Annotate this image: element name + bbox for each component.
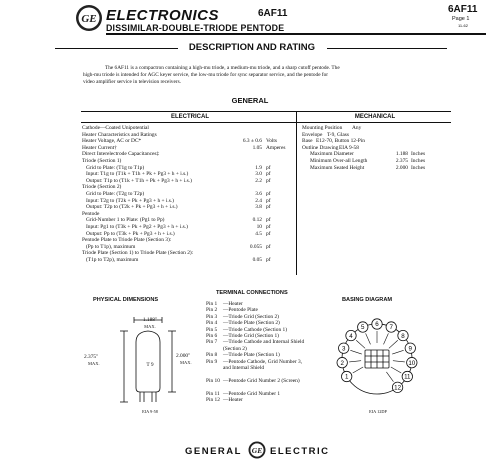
electrical-row-unit: Amperes (266, 144, 286, 151)
basing-pin-lead (391, 367, 401, 373)
terminal-pin-number: Pin 10 (206, 377, 220, 384)
electrical-row-value: 4.5 (255, 230, 262, 237)
terminal-pin-description: —Triode Plate (Section 2) (223, 320, 280, 327)
terminal-pin-description: —Pentode Cathode, Grid Number 3, and Internal Shield (223, 358, 303, 371)
electrical-row-label: Direct Interelectrode Capacitances‡ (82, 151, 160, 158)
electrical-row-label: Grid-Number 1 to Plate: (Pg1 to Pp) (86, 217, 165, 224)
electrical-row-value: 3.8 (255, 204, 262, 211)
electrical-row-label: Output: T1p to (T1k + T1h + Pk + Pg3 + h + i.s.) (86, 177, 192, 184)
section-rule-right (327, 48, 447, 49)
basing-pin-lead (389, 340, 398, 348)
basing-pin-lead (366, 333, 371, 344)
seated-height-max: MAX. (180, 360, 192, 365)
terminal-pin-description: —Heater (223, 301, 243, 307)
seated-height-value: 2.000" (176, 353, 191, 359)
electrical-row-label: Heater Voltage, AC or DC* (82, 138, 142, 145)
date-label: 11-62 (458, 23, 468, 28)
mechanical-row-label: Envelope (302, 131, 323, 138)
brand-title: ELECTRONICS (106, 7, 220, 24)
basing-pin-number: 4 (349, 332, 353, 340)
terminal-pin-description: —Pentode Plate (223, 307, 258, 314)
electrical-row-unit: Volts (266, 138, 277, 145)
page-label: Page 1 (452, 16, 470, 22)
electrical-row-unit: pf (266, 204, 271, 211)
footer-logo (248, 441, 266, 459)
dia-value: 1.188" (142, 317, 158, 323)
electrical-row-value: 10 (256, 224, 262, 230)
terminal-pin-number: Pin 11 (206, 390, 220, 397)
electrical-row-value: 2.2 (255, 177, 262, 184)
terminal-pin-number: Pin 8 (206, 352, 218, 359)
general-title: GENERAL (231, 96, 269, 105)
basing-title: BASING DIAGRAM (342, 297, 393, 303)
terminal-pin-number: Pin 5 (206, 326, 218, 333)
electrical-row-label: Pentode Plate to Triode Plate (Section 3): (82, 237, 172, 244)
terminal-pin-number: Pin 6 (206, 333, 218, 339)
electrical-row-label: Triode (Section 2) (82, 184, 122, 191)
section-title: DESCRIPTION AND RATING (188, 42, 316, 53)
terminal-pin-description: —Triode Cathode and Internal Shield (Section 2) (223, 339, 305, 352)
terminal-pin-number: Pin 2 (206, 307, 218, 314)
electrical-row-value: 3.6 (255, 191, 262, 197)
table-header-rule (81, 122, 451, 123)
basing-diagram (321, 306, 433, 412)
electrical-row-value: 0.12 (252, 217, 262, 224)
electrical-row-label: Output: T2p to (T2k + Pk + Pg3 + h + i.s.) (86, 204, 178, 211)
basing-pin-number: 10 (408, 359, 416, 367)
mechanical-dim-unit: Inches (411, 151, 426, 158)
electrical-row-unit: pf (266, 243, 271, 250)
terminal-pin-description: —Pentode Grid Number 1 (223, 390, 281, 397)
basing-pin-number: 7 (389, 324, 393, 332)
mechanical-row-label: Base (302, 138, 313, 145)
tube-type-right: 6AF11 (448, 4, 478, 15)
physical-title: PHYSICAL DIMENSIONS (93, 297, 159, 303)
mechanical-row-value: T-9, Glass (327, 131, 349, 138)
basing-pin-number: 1 (344, 373, 349, 381)
basing-pin-lead (349, 361, 361, 362)
basing-pin-lead (386, 372, 393, 382)
basing-pin-lead (356, 340, 365, 348)
basing-pin-number: 11 (404, 373, 411, 381)
mechanical-title: MECHANICAL (354, 114, 396, 120)
electrical-row-unit: pf (266, 171, 271, 178)
electrical-row-label: Cathode—Coated Unipotential (82, 125, 149, 131)
overall-length-max: MAX. (88, 361, 100, 366)
mechanical-row-value: EIA 9-58 (339, 144, 359, 151)
terminal-title: TERMINAL CONNECTIONS (216, 290, 288, 296)
basing-caption: EIA 12DP (369, 409, 387, 414)
basing-pin-number: 8 (401, 332, 405, 340)
electrical-row-label: Triode Plate (Section 1) to Triode Plate (Section 2): (82, 250, 194, 257)
table-divider (296, 111, 297, 275)
mechanical-dim-value: 1.188 (395, 151, 408, 158)
mechanical-row-value: Any (352, 125, 362, 131)
mechanical-dim-unit: Inches (411, 164, 426, 171)
terminal-pin-number: Pin 7 (206, 339, 218, 346)
electrical-row-unit: pf (266, 191, 271, 197)
dia-max: MAX. (144, 324, 156, 329)
physical-caption: EIA 9-58 (142, 409, 158, 414)
electrical-row-unit: pf (266, 164, 271, 171)
mechanical-row-label: Outline Drawing (302, 144, 339, 151)
basing-pin-number: 6 (375, 321, 379, 329)
basing-pin-number: 5 (361, 324, 365, 332)
electrical-row-label: Triode (Section 1) (82, 158, 122, 164)
mechanical-dim-unit: Inches (411, 158, 426, 164)
terminal-pin-number: Pin 12 (206, 397, 220, 403)
description (83, 65, 453, 86)
electrical-row-unit: pf (266, 177, 271, 184)
electrical-row-value: 2.4 (255, 197, 262, 204)
electrical-title: ELECTRICAL (171, 114, 209, 120)
tube-type-center: 6AF11 (258, 8, 288, 19)
mechanical-row-value: E12-70, Button 12-Pin (316, 138, 365, 145)
subtitle: DISSIMILAR-DOUBLE-TRIODE PENTODE (106, 23, 285, 33)
basing-pin-lead (392, 350, 403, 354)
electrical-row-unit: pf (266, 257, 271, 263)
electrical-row-unit: pf (266, 217, 271, 224)
terminal-pin-description: —Triode Plate (Section 1) (223, 352, 280, 359)
electrical-row-value: 0.055 (249, 243, 262, 250)
electrical-row-unit: pf (266, 224, 271, 230)
electrical-row-value: 1.9 (255, 164, 262, 171)
electrical-row-value: 3.0 (255, 171, 262, 178)
electrical-row-label: Grid to Plate: (T1g to T1p) (86, 164, 145, 171)
terminal-pin-description: —Pentode Grid Number 2 (Screen) (223, 377, 300, 384)
footer-general: GENERAL (185, 446, 242, 457)
terminal-pin-number: Pin 9 (206, 358, 218, 365)
mechanical-dim-label: Minimum Over-all Length (310, 158, 368, 164)
basing-pin-number: 9 (408, 345, 413, 353)
basing-pin-lead (393, 361, 405, 362)
terminal-pin-number: Pin 3 (206, 313, 218, 320)
overall-length-value: 2.375" (84, 354, 99, 360)
electrical-row-unit: pf (266, 230, 271, 237)
electrical-row-label: (T1p to T2p), maximum (86, 257, 139, 263)
electrical-row-label: Output: Pp to (T3k + Pk + Pg3 + h + i.s.) (86, 230, 175, 237)
electrical-row-label: Pentode (82, 210, 100, 217)
electrical-row-label: Input: Pg1 to (T3k + Pk + Pg2 + Pg3 + h + i.s.) (86, 224, 188, 230)
basing-pin-lead (384, 333, 389, 344)
terminal-pin-number: Pin 1 (206, 301, 218, 307)
terminal-pin-number: Pin 4 (206, 320, 218, 327)
logo-text: GE (81, 13, 97, 25)
basing-pin-lead (353, 367, 363, 373)
mechanical-dim-label: Maximum Diameter (310, 151, 354, 158)
terminal-pin-description: —Triode Grid (Section 1) (223, 333, 279, 339)
electrical-row-label: Heater Characteristics and Ratings (82, 131, 157, 138)
electrical-row-value: 0.05 (252, 257, 262, 263)
mechanical-dim-value: 2.375 (395, 158, 408, 164)
section-rule-left (55, 48, 178, 49)
basing-pin-lead (350, 350, 361, 354)
electrical-row-value: 6.3 ± 0.6 (242, 138, 262, 145)
basing-pin-number: 3 (341, 345, 346, 353)
terminal-pin-description: —Heater (223, 397, 243, 403)
electrical-row-label: Input: T2g to (T2k + Pk + Pg3 + h + i.s.) (86, 197, 174, 204)
electrical-row-label: (Pp to T1p), maximum (86, 243, 136, 250)
electrical-row-unit: pf (266, 197, 271, 204)
electrical-row-label: Grid to Plate: (T2g to T2p) (86, 191, 145, 197)
description-line: high-mu triode is intended for AGC keyer service, the low-mu triode for sync separator service, and the pentode for (83, 72, 329, 78)
footer-logo-text: GE (251, 445, 263, 455)
mechanical-dim-value: 2.000 (395, 164, 408, 171)
mechanical-row-label: Mounting Position (302, 125, 343, 131)
table-top-rule (81, 111, 451, 112)
basing-pin-number: 12 (394, 384, 402, 392)
terminal-pin-description: —Triode Cathode (Section 1) (223, 326, 288, 333)
bulb-label: T 9 (146, 362, 154, 368)
header-rule (106, 33, 486, 35)
electrical-row-value: 1.05 (252, 144, 262, 151)
electrical-row-label: Heater Current† (82, 144, 117, 151)
footer-electric: ELECTRIC (270, 446, 330, 457)
terminal-pin-description: —Triode Grid (Section 2) (223, 313, 279, 320)
description-line: video amplifier service in television receivers. (83, 79, 181, 85)
electrical-row-label: Input: T1g to (T1k + T1h + Pk + Pg3 + h + i.s.) (86, 171, 189, 178)
ge-logo (75, 4, 103, 32)
basing-pin-number: 2 (340, 359, 344, 367)
mechanical-dim-label: Maximum Seated Height (310, 164, 365, 171)
description-line: The 6AF11 is a compactron containing a high-mu triode, a medium-mu triode, and a sharp cutoff pentode. The (105, 65, 340, 71)
